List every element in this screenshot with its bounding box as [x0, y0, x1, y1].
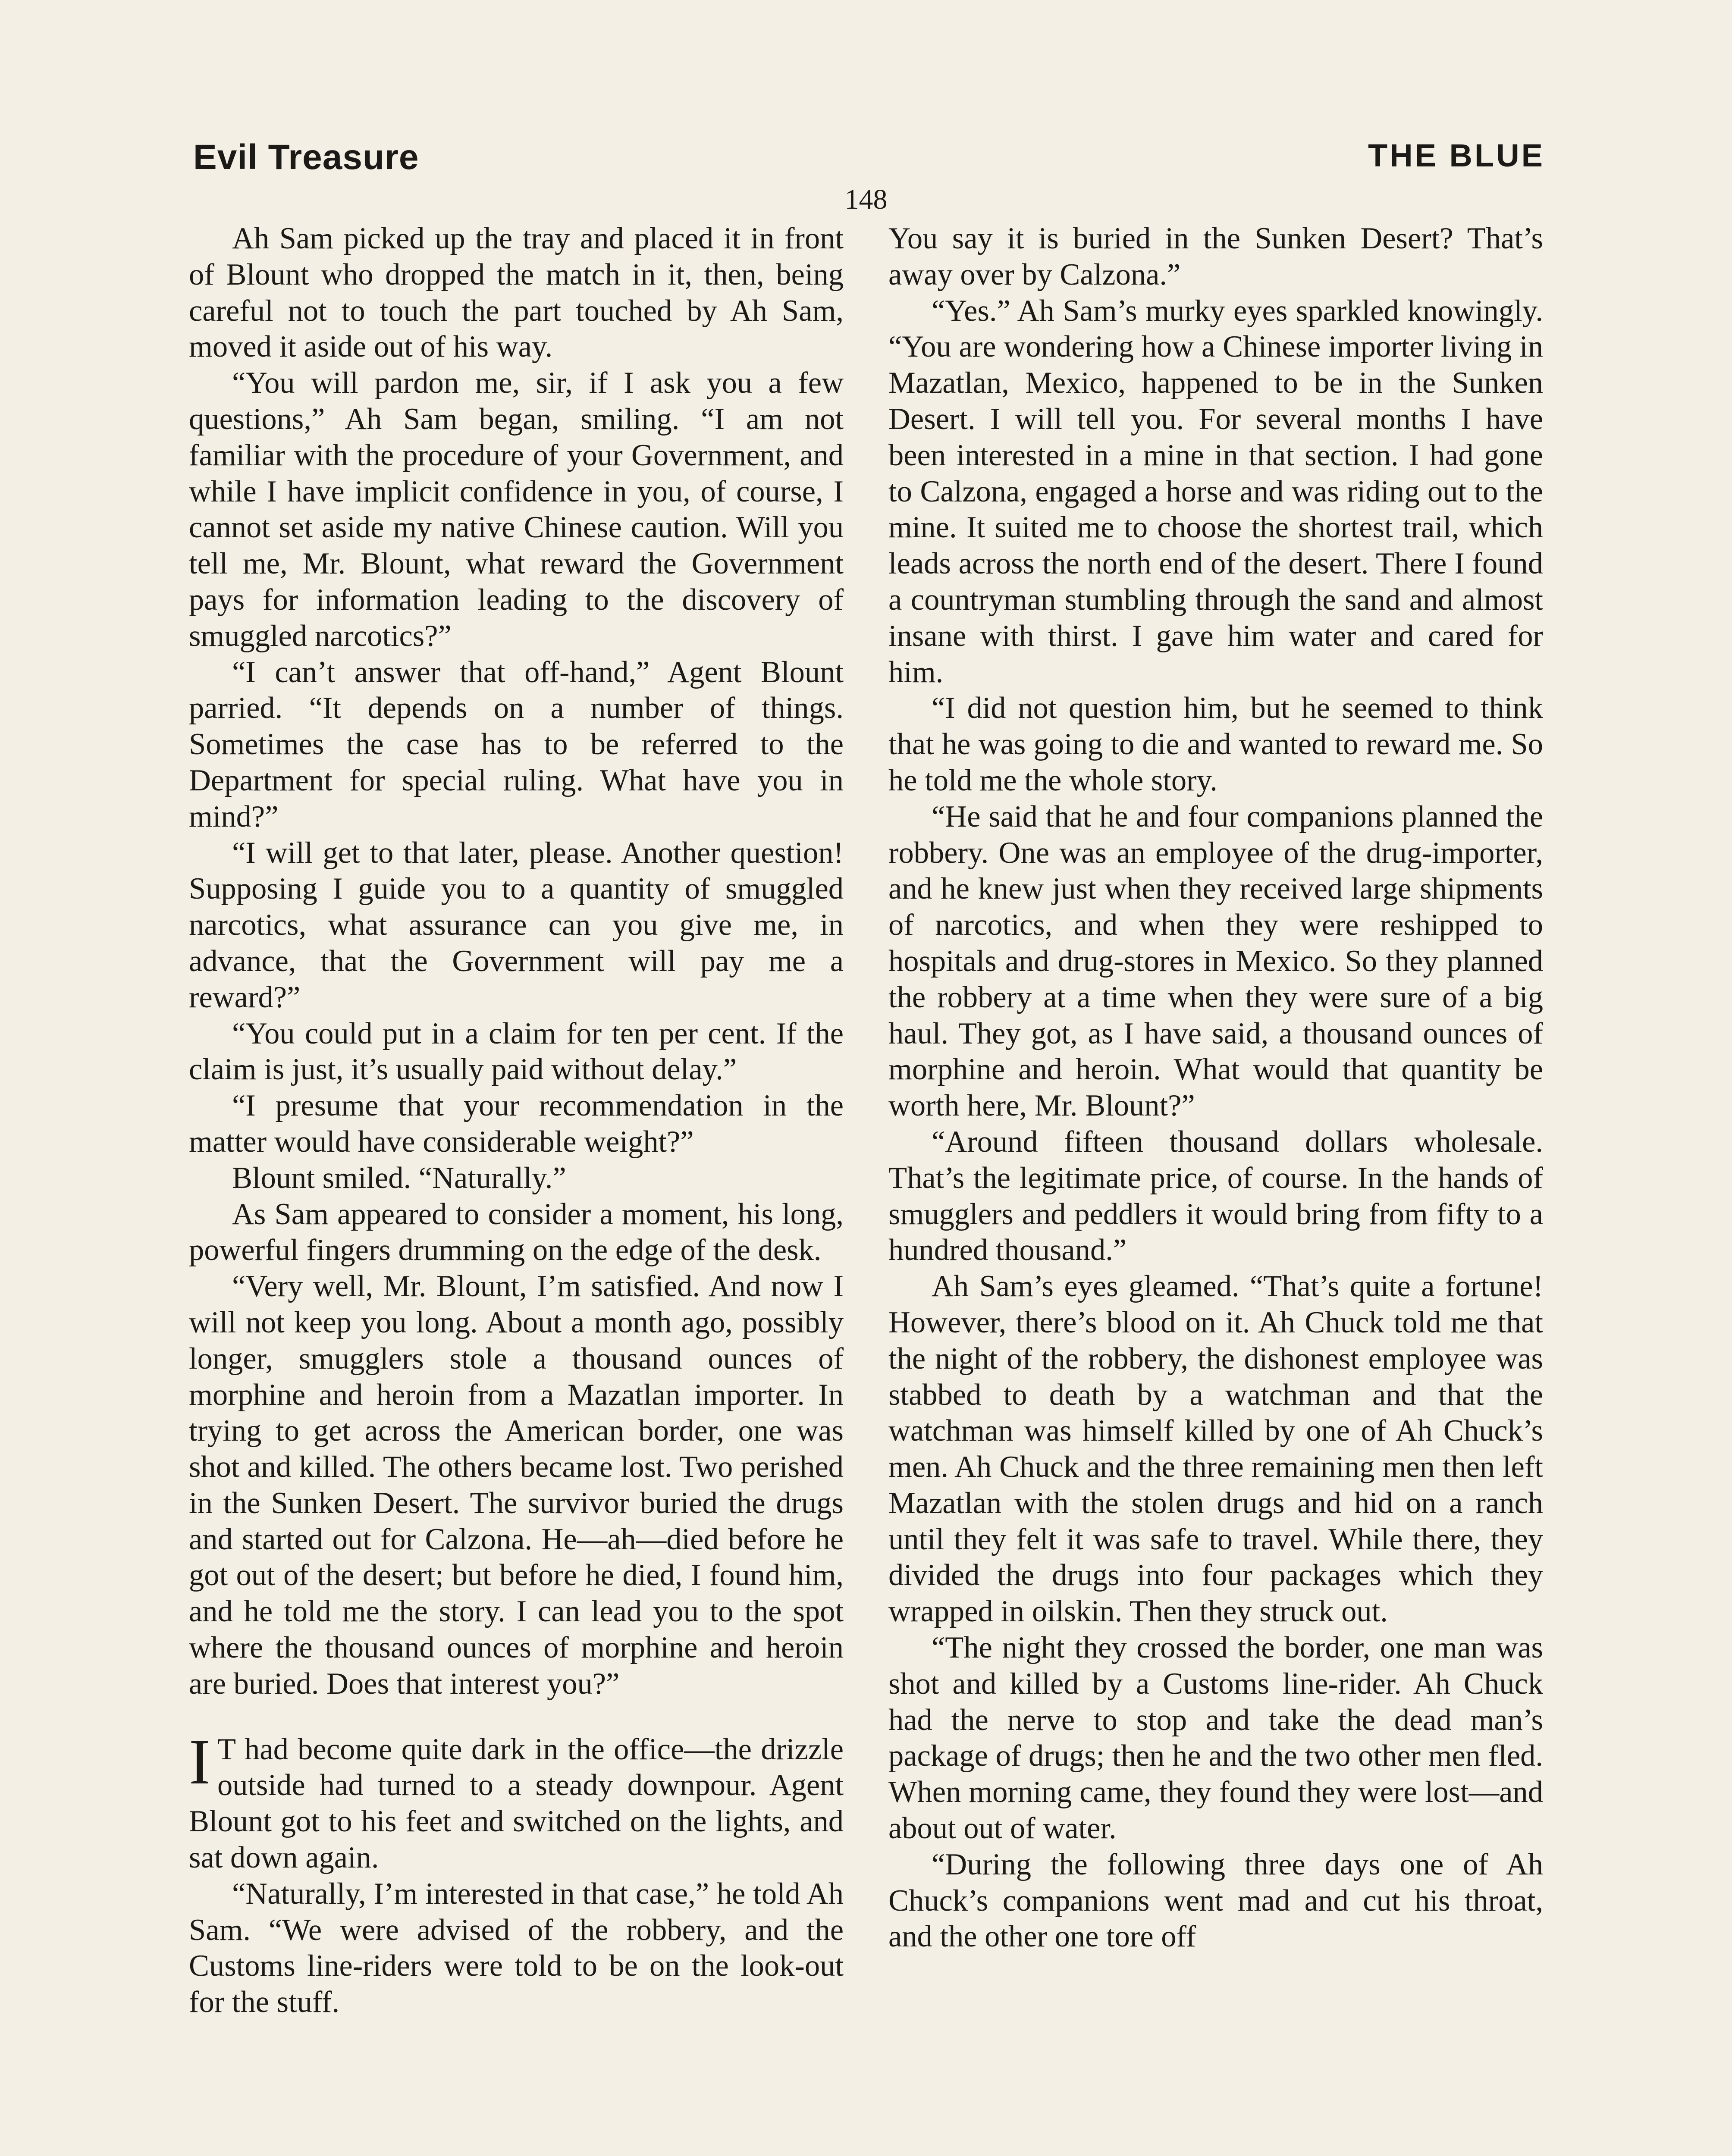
page-number: 148: [844, 184, 888, 215]
paragraph: “The night they crossed the border, one man was shot and killed by a Customs line-rider. Ah Chuck had the nerve to stop and take the dead man’s package of drugs; then he and the two other men fled. When morning came, they found they were lost—and about out of water.: [888, 1631, 1543, 1846]
paragraph: “You could put in a claim for ten per cent. If the claim is just, it’s usually paid without delay.”: [189, 1016, 844, 1087]
paragraph: “You will pardon me, sir, if I ask you a few questions,” Ah Sam began, smiling. “I am not familiar with the procedure of your Government, and while I have implicit confidence in you, of course, I cannot set aside my native Chinese caution. Will you tell me, Mr. Blount, what reward the Government pays for information leading to the discovery of smuggled narcotics?”: [189, 366, 844, 653]
paragraph: “During the following three days one of Ah Chuck’s companions went mad and cut his throat, and the other one tore off: [888, 1847, 1543, 1954]
paragraph: “Around fifteen thousand dollars wholesale. That’s the legitimate price, of course. In the hands of smugglers and peddlers it would bring from fifty to a hundred thousand.”: [888, 1125, 1543, 1267]
paragraph: “I presume that your recommendation in the matter would have considerable weight?”: [189, 1089, 844, 1159]
paragraph: “I will get to that later, please. Another question! Supposing I guide you to a quantity of smuggled narcotics, what assurance can you give me, in advance, that the Government will pay me a reward?”: [189, 836, 844, 1014]
drop-cap: I: [189, 1726, 210, 1798]
paragraph: “I did not question him, but he seemed to think that he was going to die and wanted to reward me. So he told me the whole story.: [888, 691, 1543, 797]
magazine-title: THE BLUE: [1368, 138, 1545, 173]
story-title: Evil Treasure: [193, 138, 419, 177]
section-text: T had become quite dark in the office—the drizzle outside had turned to a steady downpour. Agent Blount got to his feet and switched on the lights, and sat down again.: [189, 1732, 844, 1875]
paragraph: As Sam appeared to consider a moment, his long, powerful fingers drumming on the edge of the desk.: [189, 1197, 844, 1267]
section-start-paragraph: [189, 1726, 844, 1876]
paragraph: “Yes.” Ah Sam’s murky eyes sparkled knowingly. “You are wondering how a Chinese importer living in Mazatlan, Mexico, happened to be in the Sunken Desert. I will tell you. For several months I have been interested in a mine in that section. I had gone to Calzona, engaged a horse and was riding out to the mine. It suited me to choose the shortest trail, which leads across the north end of the desert. There I found a countryman stumbling through the sand and almost insane with thirst. I gave him water and cared for him.: [888, 294, 1543, 689]
paragraph: Ah Sam picked up the tray and placed it in front of Blount who dropped the match in it, then, being careful not to touch the part touched by Ah Sam, moved it aside out of his way.: [189, 222, 844, 364]
paragraph: You say it is buried in the Sunken Desert? That’s away over by Calzona.”: [888, 222, 1543, 291]
right-column: [888, 221, 1543, 1955]
paragraph: Blount smiled. “Naturally.”: [232, 1161, 566, 1195]
paragraph: “He said that he and four companions planned the robbery. One was an employee of the drug-importer, and he knew just when they received large shipments of narcotics, and when they were reshipped to hospitals and drug-stores in Mexico. So they planned the robbery at a time when they were sure of a big haul. They got, as I have said, a thousand ounces of morphine and heroin. What would that quantity be worth here, Mr. Blount?”: [888, 799, 1543, 1123]
paragraph: “Very well, Mr. Blount, I’m satisfied. And now I will not keep you long. About a month ago, possibly longer, smugglers stole a thousand ounces of morphine and heroin from a Mazatlan importer. In trying to get across the American border, one was shot and killed. The others became lost. Two perished in the Sunken Desert. The survivor buried the drugs and started out for Calzona. He—ah—died before he got out of the desert; but before he died, I found him, and he told me the story. I can lead you to the spot where the thousand ounces of morphine and heroin are buried. Does that interest you?”: [189, 1269, 844, 1701]
paragraph: “I can’t answer that off-hand,” Agent Blount parried. “It depends on a number of things. Sometimes the case has to be referred to the Department for special ruling. What have you in mind?”: [189, 655, 844, 834]
left-column: [189, 221, 844, 2021]
paragraph: “Naturally, I’m interested in that case,” he told Ah Sam. “We were advised of the robbery, and the Customs line-riders were told to be on the look-out for the stuff.: [189, 1877, 844, 2019]
paragraph: Ah Sam’s eyes gleamed. “That’s quite a fortune! However, there’s blood on it. Ah Chuck told me that the night of the robbery, the dishonest employee was stabbed to death by a watchman and that the watchman was himself killed by one of Ah Chuck’s men. Ah Chuck and the three remaining men then left Mazatlan with the stolen drugs and hid on a ranch until they felt it was safe to travel. While there, they divided the drugs into four packages which they wrapped in oilskin. Then they struck out.: [888, 1269, 1543, 1629]
